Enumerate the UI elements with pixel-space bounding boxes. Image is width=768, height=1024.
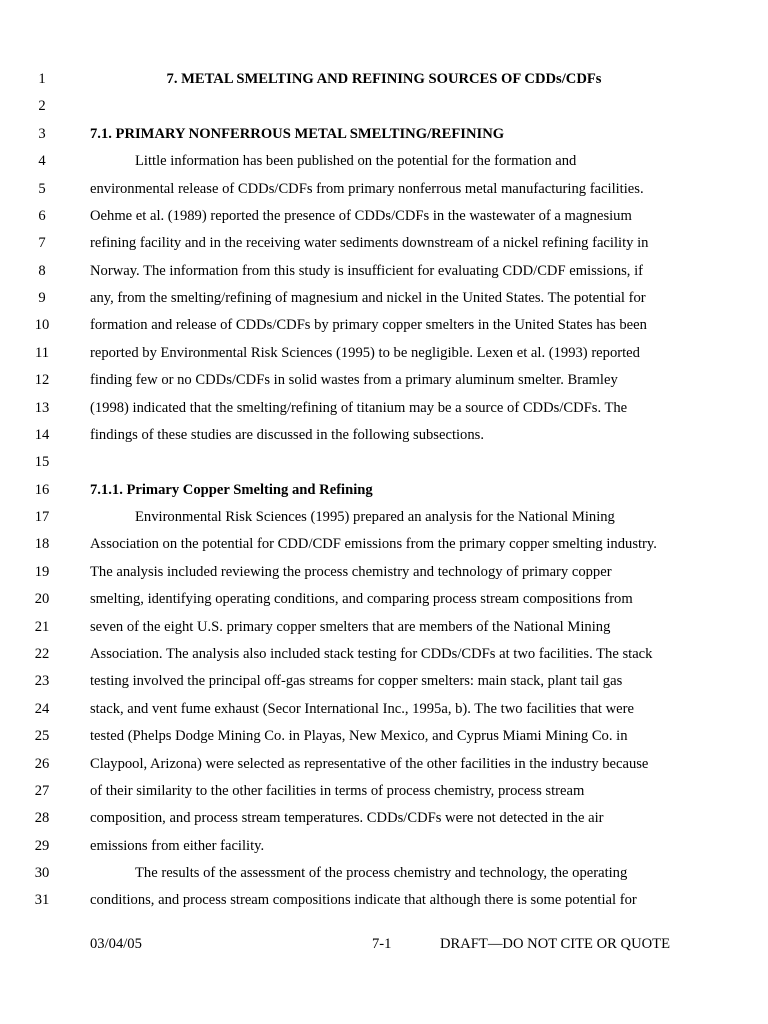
document-line	[0, 860, 768, 887]
line-number: 5	[38, 181, 46, 197]
line-number: 23	[34, 673, 50, 689]
line-number: 29	[34, 838, 50, 854]
document-line	[0, 121, 768, 148]
line-number: 3	[38, 126, 46, 142]
line-number: 4	[38, 153, 46, 169]
document-line	[0, 285, 768, 312]
line-number: 31	[34, 892, 50, 908]
line-number: 19	[34, 564, 50, 580]
line-text: Oehme et al. (1989) reported the presence of CDDs/CDFs in the wastewater of a magnesium	[90, 208, 632, 224]
document-line	[0, 696, 768, 723]
document-line	[0, 477, 768, 504]
line-text: Environmental Risk Sciences (1995) prepared an analysis for the National Mining	[135, 509, 615, 525]
document-line	[0, 805, 768, 832]
section-heading: 7.1. PRIMARY NONFERROUS METAL SMELTING/REFINING	[90, 126, 505, 142]
document-line	[0, 340, 768, 367]
line-number: 10	[34, 317, 50, 333]
line-number: 7	[38, 235, 46, 251]
document-line	[0, 668, 768, 695]
line-number: 2	[38, 98, 46, 114]
line-text: Association on the potential for CDD/CDF emissions from the primary copper smelting industry.	[90, 536, 657, 552]
line-text: finding few or no CDDs/CDFs in solid wastes from a primary aluminum smelter. Bramley	[90, 372, 618, 388]
document-line	[0, 586, 768, 613]
line-number: 27	[34, 783, 50, 799]
document-line	[0, 833, 768, 860]
document-line	[0, 778, 768, 805]
document-line	[0, 422, 768, 449]
line-text: Association. The analysis also included stack testing for CDDs/CDFs at two facilities. The stack	[90, 646, 653, 662]
line-text: (1998) indicated that the smelting/refining of titanium may be a source of CDDs/CDFs. The	[90, 400, 628, 416]
line-text: Claypool, Arizona) were selected as representative of the other facilities in the industry because	[90, 756, 649, 772]
line-text: formation and release of CDDs/CDFs by primary copper smelters in the United States has been	[90, 317, 647, 333]
footer-date: 03/04/05	[90, 936, 142, 952]
line-number: 26	[34, 756, 50, 772]
line-number: 6	[38, 208, 46, 224]
footer-page-number: 7-1	[372, 936, 392, 952]
line-text: refining facility and in the receiving water sediments downstream of a nickel refining facility in	[90, 235, 649, 251]
line-text: tested (Phelps Dodge Mining Co. in Playas, New Mexico, and Cyprus Miami Mining Co. in	[90, 728, 628, 744]
line-text: The analysis included reviewing the process chemistry and technology of primary copper	[90, 564, 612, 580]
document-line	[0, 751, 768, 778]
document-line	[0, 559, 768, 586]
line-number: 25	[34, 728, 50, 744]
line-text: of their similarity to the other facilities in terms of process chemistry, process stream	[90, 783, 585, 799]
line-number: 13	[34, 400, 50, 416]
line-text: The results of the assessment of the process chemistry and technology, the operating	[135, 865, 628, 881]
line-number: 20	[34, 591, 50, 607]
line-number: 16	[34, 482, 50, 498]
document-line	[0, 531, 768, 558]
document-line	[0, 449, 768, 476]
section-heading: 7.1.1. Primary Copper Smelting and Refining	[90, 482, 373, 498]
line-text: conditions, and process stream compositions indicate that although there is some potential for	[90, 892, 637, 908]
document-line	[0, 504, 768, 531]
line-text: environmental release of CDDs/CDFs from primary nonferrous metal manufacturing facilities.	[90, 181, 644, 197]
document-line	[0, 66, 768, 93]
line-text: smelting, identifying operating conditions, and comparing process stream compositions from	[90, 591, 633, 607]
line-number: 22	[34, 646, 50, 662]
document-line	[0, 312, 768, 339]
line-text: reported by Environmental Risk Sciences (1995) to be negligible. Lexen et al. (1993) reported	[90, 345, 640, 361]
document-line	[0, 230, 768, 257]
document-line	[0, 887, 768, 914]
footer-draft-notice: DRAFT—DO NOT CITE OR QUOTE	[440, 936, 670, 952]
line-number: 28	[34, 810, 50, 826]
section-heading: 7. METAL SMELTING AND REFINING SOURCES OF CDDs/CDFs	[166, 71, 602, 87]
line-number: 21	[34, 619, 50, 635]
line-text: stack, and vent fume exhaust (Secor International Inc., 1995a, b). The two facilities that were	[90, 701, 634, 717]
document-line	[0, 641, 768, 668]
document-line	[0, 258, 768, 285]
document-line	[0, 367, 768, 394]
line-text: findings of these studies are discussed in the following subsections.	[90, 427, 484, 443]
line-number: 24	[34, 701, 50, 717]
line-text: seven of the eight U.S. primary copper smelters that are members of the National Mining	[90, 619, 611, 635]
document-line	[0, 148, 768, 175]
line-number: 14	[34, 427, 50, 443]
line-text: Norway. The information from this study is insufficient for evaluating CDD/CDF emissions, if	[90, 263, 644, 279]
line-text: testing involved the principal off-gas streams for copper smelters: main stack, plant tail gas	[90, 673, 623, 689]
line-number: 9	[38, 290, 46, 306]
line-text: Little information has been published on the potential for the formation and	[135, 153, 577, 169]
line-number: 30	[34, 865, 50, 881]
line-text: emissions from either facility.	[90, 838, 265, 854]
document-line	[0, 395, 768, 422]
line-number: 17	[34, 509, 50, 525]
document-line	[0, 723, 768, 750]
line-number: 1	[38, 71, 46, 87]
document-line	[0, 614, 768, 641]
document-line	[0, 203, 768, 230]
line-number: 8	[38, 263, 46, 279]
line-text: composition, and process stream temperatures. CDDs/CDFs were not detected in the air	[90, 810, 604, 826]
line-number: 18	[34, 536, 50, 552]
line-number: 11	[34, 345, 50, 361]
document-line	[0, 93, 768, 120]
line-number: 12	[34, 372, 50, 388]
line-text: any, from the smelting/refining of magnesium and nickel in the United States. The potential for	[90, 290, 646, 306]
document-line	[0, 176, 768, 203]
line-number: 15	[34, 454, 50, 470]
